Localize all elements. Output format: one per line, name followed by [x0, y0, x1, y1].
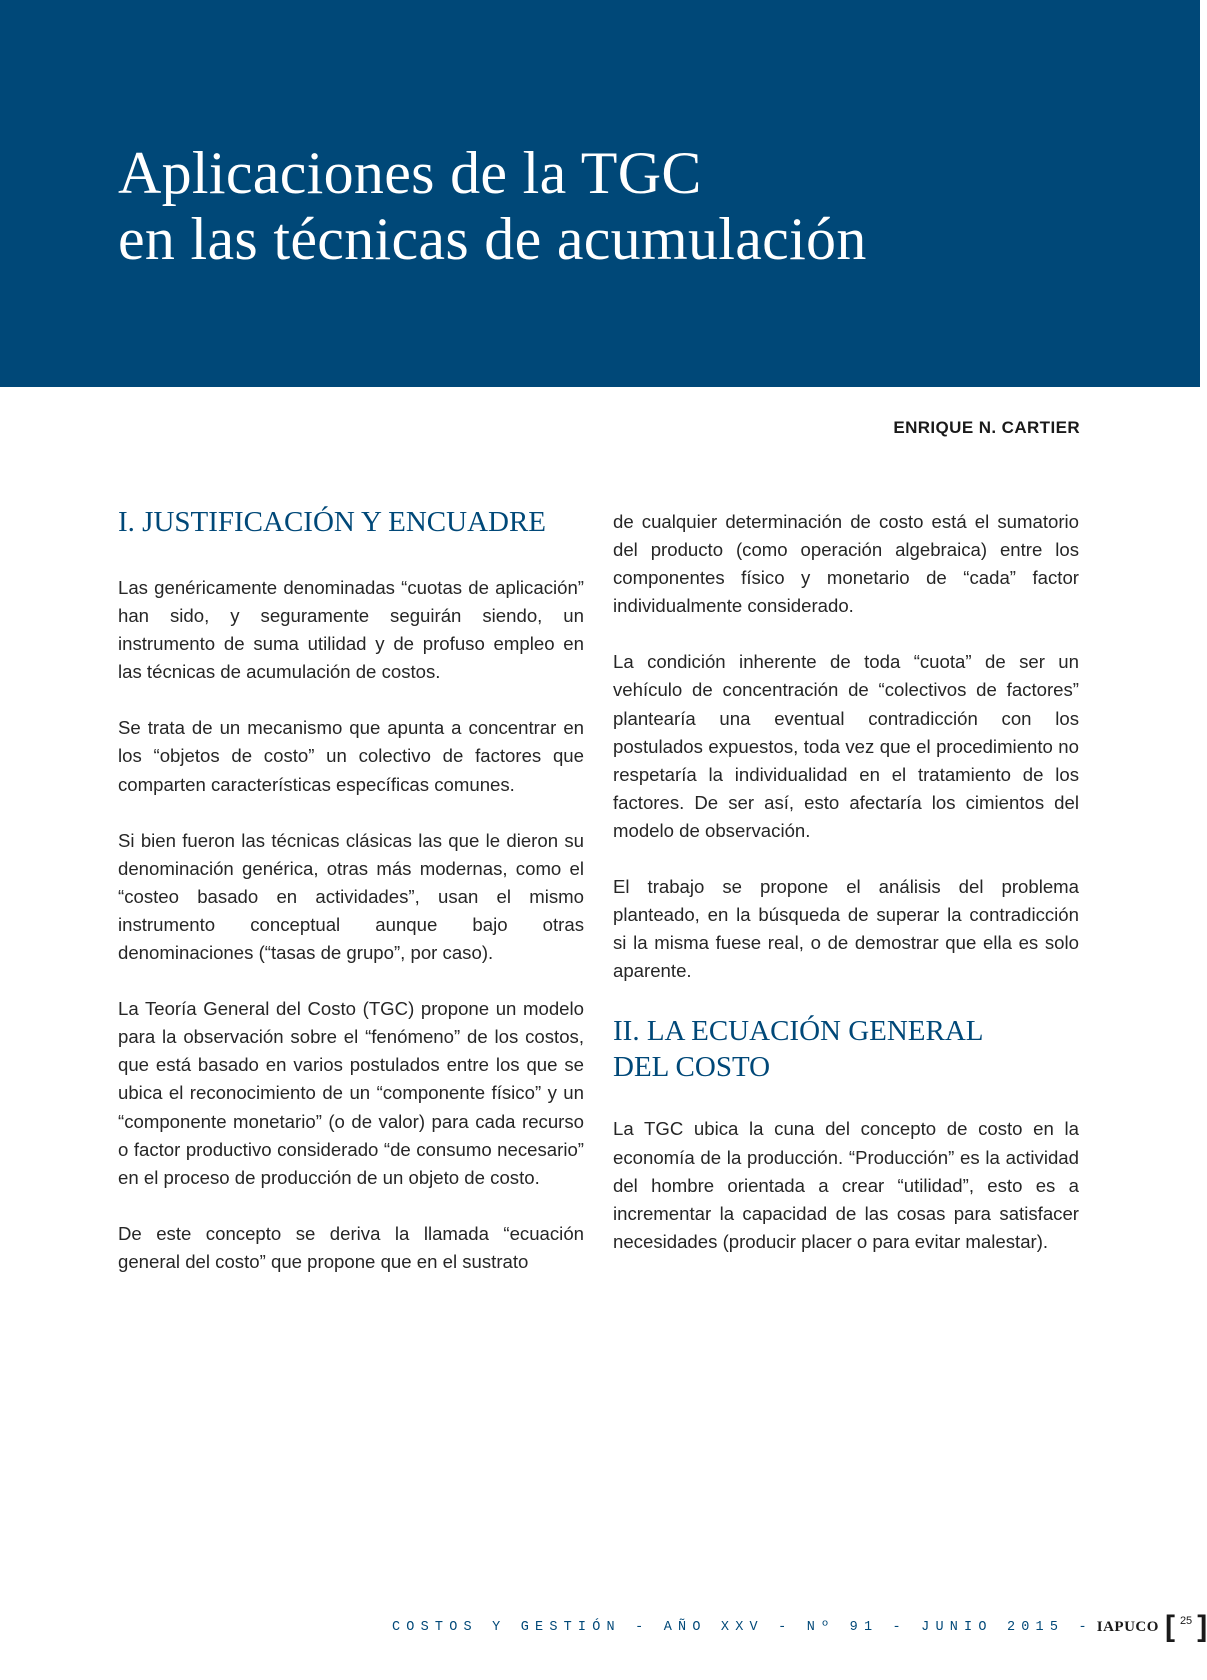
bracket-close: ]: [1197, 1610, 1207, 1643]
section-heading-2-line-1: II. LA ECUACIÓN GENERAL: [613, 1015, 984, 1048]
left-column: [118, 504, 584, 1304]
section-heading-2: [613, 1013, 1079, 1085]
page-footer: [392, 1607, 1207, 1647]
paragraph: Se trata de un mecanismo que apunta a concentrar en los “objetos de costo” un colectivo de factores que comparten características específicas comunes.: [118, 717, 584, 795]
paragraph: De este concepto se deriva la llamada “ecuación general del costo” que propone que en el sustrato: [118, 1222, 584, 1272]
article-title: [118, 140, 867, 272]
article-title-line-1: Aplicaciones de la TGC: [118, 140, 702, 206]
section-heading-1: I. JUSTIFICACIÓN Y ENCUADRE: [118, 506, 547, 538]
iapuco-logo: IAPUCO: [1096, 1618, 1159, 1635]
paragraph: La condición inherente de toda “cuota” de ser un vehículo de concentración de “colectivos de factores” plantearía una eventual contradicción con los postulados expuestos, toda vez que el procedimiento no respetaría la individualidad en el tratamiento de los factores. De ser así, esto afectaría los cimientos del modelo de observación.: [613, 651, 1079, 841]
bracket-open: [: [1164, 1610, 1175, 1643]
footer-publication-info: COSTOS Y GESTIÓN - AÑO XXV - Nº 91 - JUNIO 2015 -: [392, 1619, 1093, 1635]
paragraph: Las genéricamente denominadas “cuotas de aplicación” han sido, y seguramente seguirán siendo, un instrumento de suma utilidad y de profuso empleo en las técnicas de acumulación de costos.: [118, 577, 584, 683]
paragraph: La Teoría General del Costo (TGC) propone un modelo para la observación sobre el “fenómeno” de los costos, que está basado en varios postulados entre los que se ubica el reconocimiento de un “componente físico” y un “componente monetario” (o de valor) para cada recurso o factor productivo considerado “de consumo necesario” en el proceso de producción de un objeto de costo.: [118, 998, 584, 1188]
right-column: [613, 508, 1079, 1284]
section-heading-2-line-2: DEL COSTO: [613, 1051, 771, 1084]
title-banner: [0, 0, 1200, 387]
paragraph: La TGC ubica la cuna del concepto de costo en la economía de la producción. “Producción” es la actividad del hombre orientada a crear “utilidad”, esto es a incrementar la capacidad de las cosas para satisfacer necesidades (producir placer o para evitar malestar).: [613, 1118, 1079, 1252]
paragraph: de cualquier determinación de costo está el sumatorio del producto (como operación algebraica) entre los componentes físico y monetario de “cada” factor individualmente considerado.: [613, 511, 1079, 617]
page-number-box: [1165, 1611, 1207, 1643]
paragraph: El trabajo se propone el análisis del problema planteado, en la búsqueda de superar la contradicción si la misma fuese real, o de demostrar que ella es solo aparente.: [613, 876, 1079, 982]
article-title-line-2: en las técnicas de acumulación: [118, 206, 867, 272]
author-name: ENRIQUE N. CARTIER: [893, 418, 1080, 437]
page-number: 25: [1179, 1615, 1193, 1627]
paragraph: Si bien fueron las técnicas clásicas las que le dieron su denominación genérica, otras más modernas, como el “costeo basado en actividades”, usan el mismo instrumento conceptual aunque bajo otras denominaciones (“tasas de grupo”, por caso).: [118, 829, 584, 964]
